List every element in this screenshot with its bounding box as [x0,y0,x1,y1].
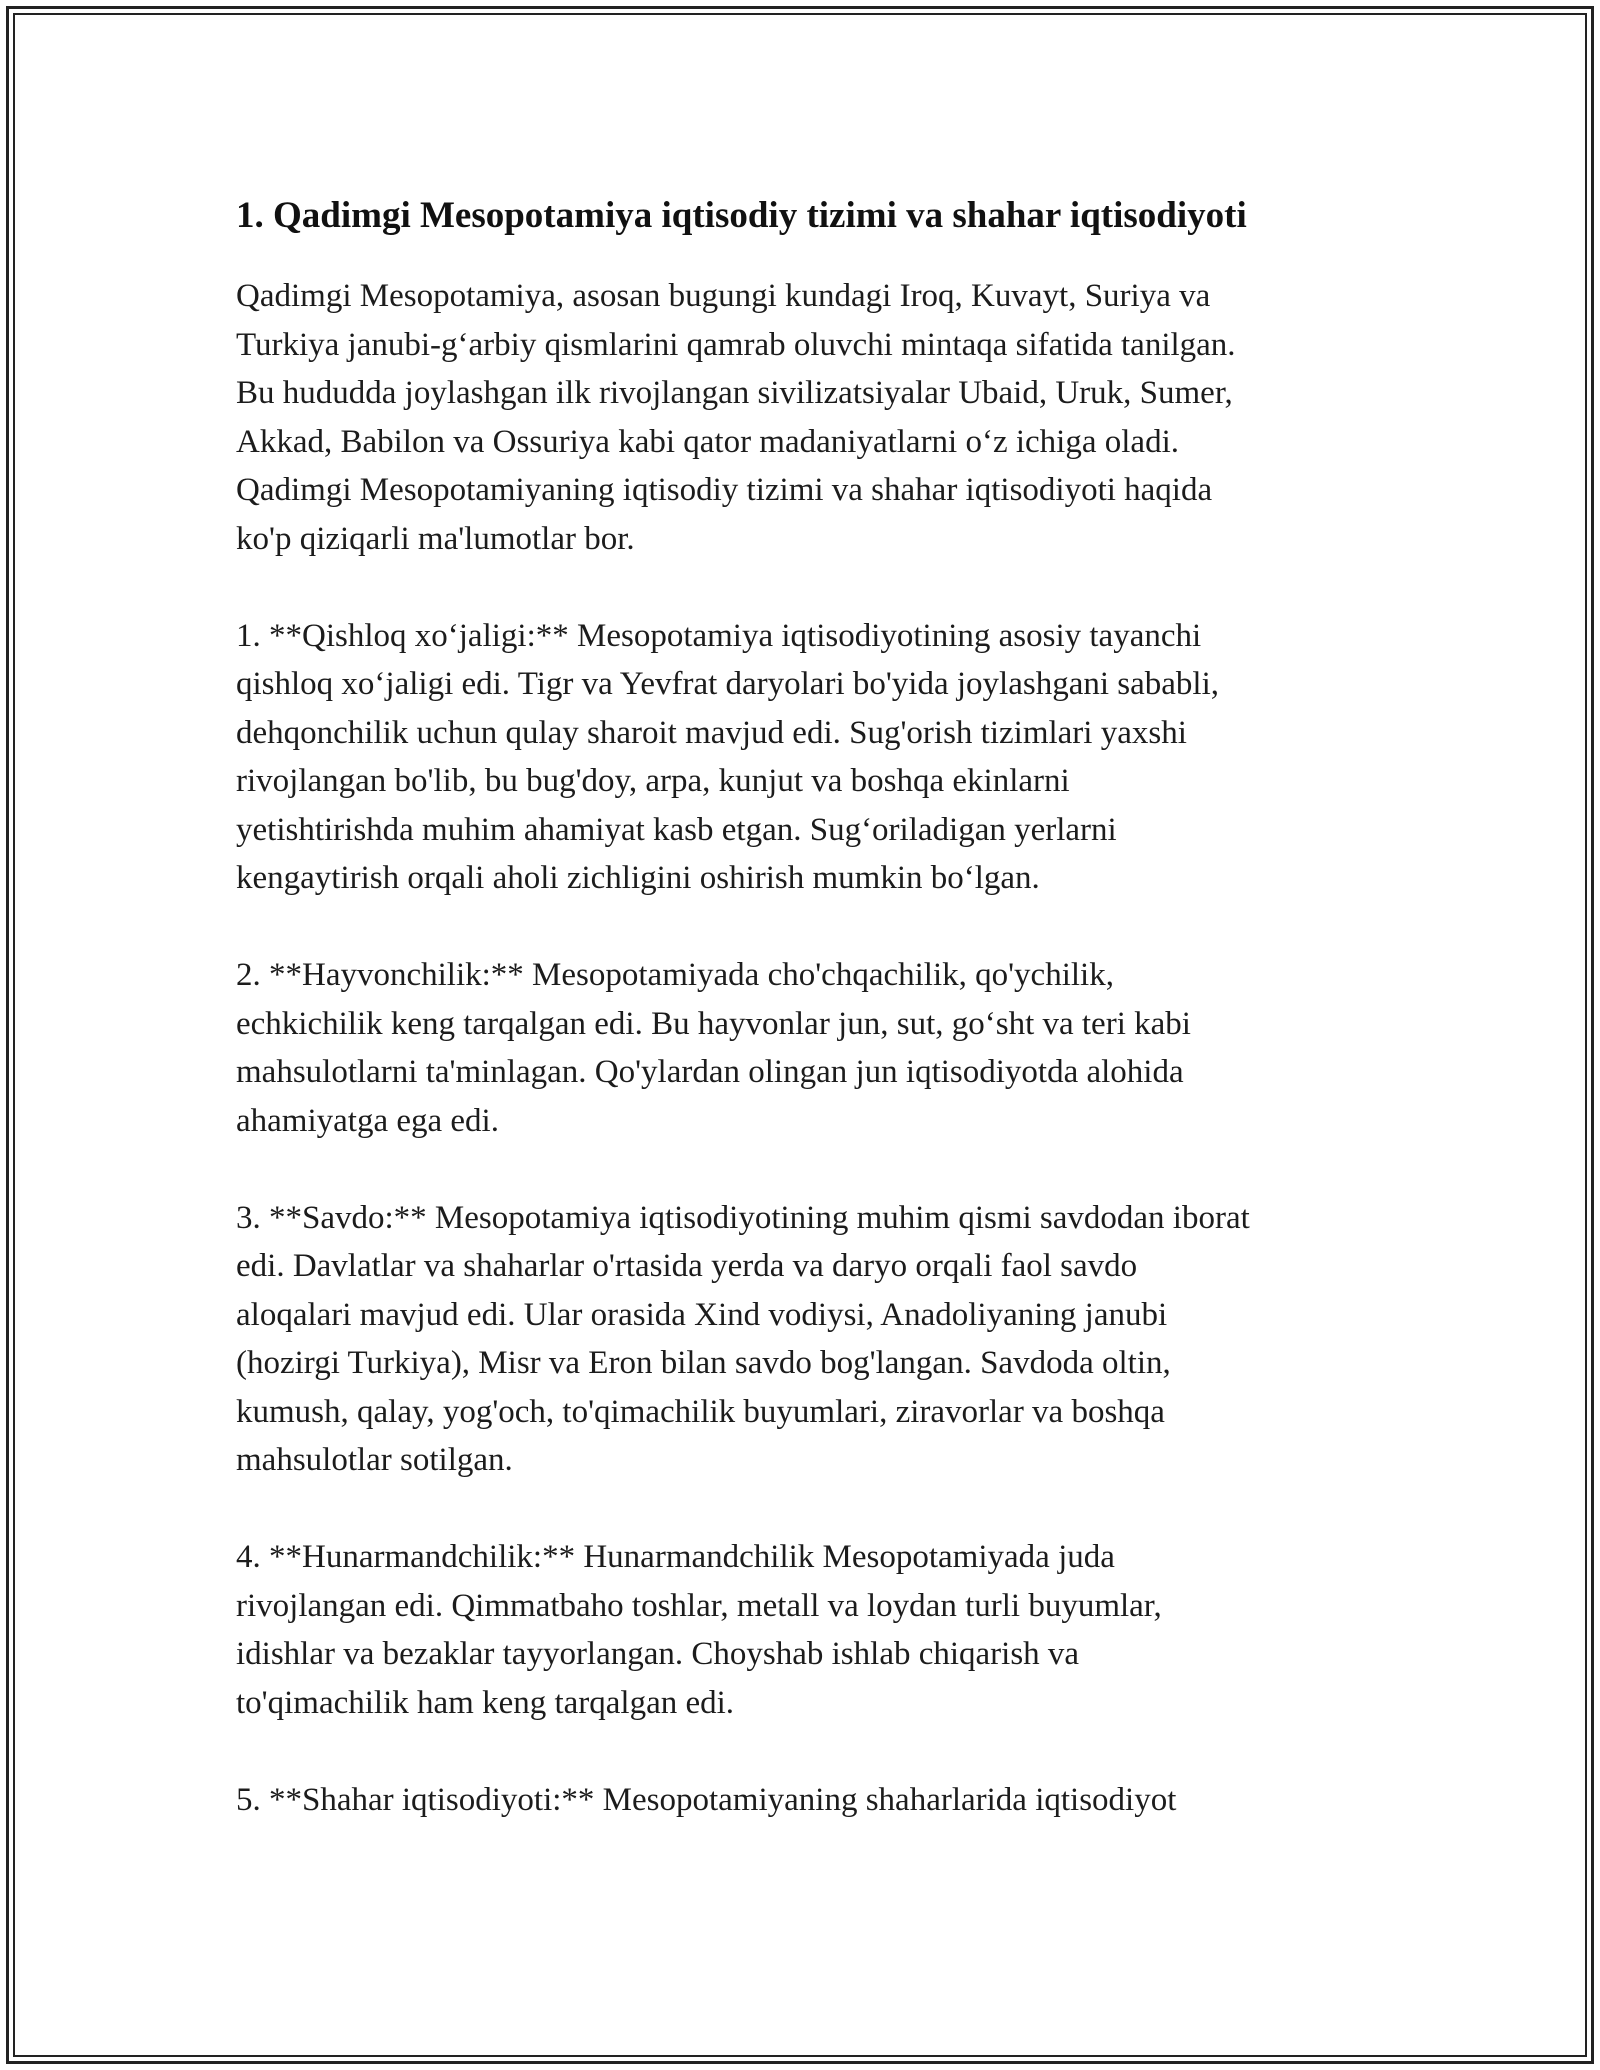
document-title: 1. Qadimgi Mesopotamiya iqtisodiy tizimi va shahar iqtisodiyoti [236,195,1247,236]
document-body [236,188,1376,1824]
paragraph-urban-economy: 5. **Shahar iqtisodiyoti:** Mesopotamiyaning shaharlarida iqtisodiyot [236,1781,1177,1818]
intro-paragraph: Qadimgi Mesopotamiya, asosan bugungi kundagi Iroq, Kuvayt, Suriya va Turkiya janubi-g‘arbiy qismlarini qamrab oluvchi mintaqa sifatida tanilgan. Bu hududda joylashgan ilk rivojlangan sivilizatsiyalar Ubaid, Uruk, Sumer, Akkad, Babilon va Ossuriya kabi qator madaniyatlarni o‘z ichiga oladi. Qadimgi Mesopotamiyaning iqtisodiy tizimi va shahar iqtisodiyoti haqida ko'p qiziqarli ma'lumotlar bor. [236,278,1236,557]
paragraph-crafts: 4. **Hunarmandchilik:** Hunarmandchilik Mesopotamiyada juda rivojlangan edi. Qimmatbaho toshlar, metall va loydan turli buyumlar, idishlar va bezaklar tayyorlangan. Choyshab ishlab chiqarish va to'qimachilik ham keng tarqalgan edi. [236,1539,1162,1721]
paragraph-trade: 3. **Savdo:** Mesopotamiya iqtisodiyotining muhim qismi savdodan iborat edi. Davlatlar va shaharlar o'rtasida yerda va daryo orqali faol savdo aloqalari mavjud edi. Ular orasida Xind vodiysi, Anadoliyaning janubi (hozirgi Turkiya), Misr va Eron bilan savdo bog'langan. Savdoda oltin, kumush, qalay, yog'och, to'qimachilik buyumlari, ziravorlar va boshqa mahsulotlar sotilgan. [236,1199,1250,1478]
paragraph-agriculture: 1. **Qishloq xo‘jaligi:** Mesopotamiya iqtisodiyotining asosiy tayanchi qishloq xo‘jaligi edi. Tigr va Yevfrat daryolari bo'yida joylashgani sababli, dehqonchilik uchun qulay sharoit mavjud edi. Sug'orish tizimlari yaxshi rivojlangan bo'lib, bu bug'doy, arpa, kunjut va boshqa ekinlarni yetishtirishda muhim ahamiyat kasb etgan. Sug‘oriladigan yerlarni kengaytirish orqali aholi zichligini oshirish mumkin bo‘lgan. [236,617,1219,896]
paragraph-livestock: 2. **Hayvonchilik:** Mesopotamiyada cho'chqachilik, qo'ychilik, echkichilik keng tarqalgan edi. Bu hayvonlar jun, sut, go‘sht va teri kabi mahsulotlarni ta'minlagan. Qo'ylardan olingan jun iqtisodiyotda alohida ahamiyatga ega edi. [236,957,1191,1139]
